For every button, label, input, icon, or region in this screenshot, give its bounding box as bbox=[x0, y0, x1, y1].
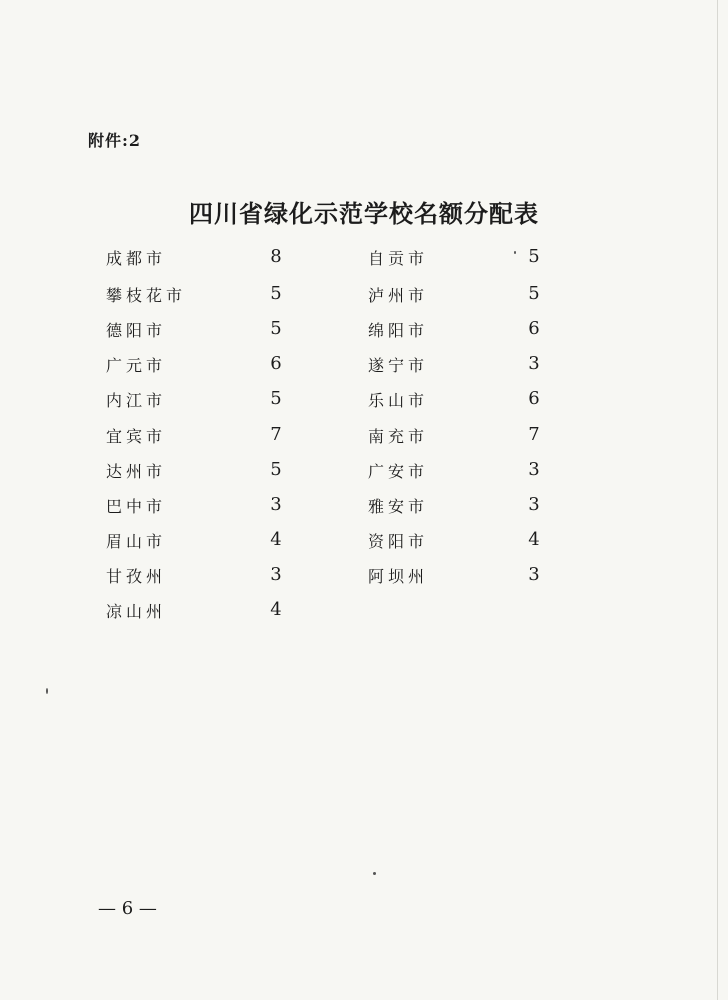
document-title: 四川省绿化示范学校名额分配表 bbox=[189, 199, 539, 228]
quota-count: 4 bbox=[270, 599, 282, 620]
scan-speck bbox=[46, 688, 48, 694]
city-name: 乐山市 bbox=[368, 391, 429, 410]
table-row bbox=[0, 564, 728, 588]
table-row bbox=[0, 459, 728, 483]
table-row bbox=[0, 424, 728, 448]
quota-count: 5 bbox=[528, 246, 540, 267]
city-name: 广元市 bbox=[106, 356, 167, 375]
city-name: 凉山州 bbox=[106, 602, 167, 621]
city-name: 泸州市 bbox=[368, 286, 429, 305]
quota-count: 4 bbox=[528, 529, 540, 550]
city-name: 甘孜州 bbox=[106, 567, 167, 586]
quota-count: 3 bbox=[528, 353, 540, 374]
city-name: 广安市 bbox=[368, 462, 429, 481]
quota-count: 3 bbox=[528, 494, 540, 515]
city-name: 成都市 bbox=[106, 249, 167, 268]
city-name: 遂宁市 bbox=[368, 356, 429, 375]
city-name: 内江市 bbox=[106, 391, 167, 410]
city-name: 南充市 bbox=[368, 427, 429, 446]
city-name: 自贡市 bbox=[368, 249, 429, 268]
scan-speck bbox=[514, 251, 516, 254]
quota-count: 5 bbox=[528, 283, 540, 304]
quota-count: 3 bbox=[528, 459, 540, 480]
table-row bbox=[0, 318, 728, 342]
city-name: 达州市 bbox=[106, 462, 167, 481]
city-name: 雅安市 bbox=[368, 497, 429, 516]
quota-count: 8 bbox=[270, 246, 282, 267]
table-row bbox=[0, 353, 728, 377]
table-row bbox=[0, 246, 728, 270]
quota-count: 4 bbox=[270, 529, 282, 550]
quota-count: 6 bbox=[528, 388, 540, 409]
city-name: 阿坝州 bbox=[368, 567, 429, 586]
attachment-label: 附件:2 bbox=[88, 131, 142, 150]
city-name: 巴中市 bbox=[106, 497, 167, 516]
quota-count: 6 bbox=[270, 353, 282, 374]
city-name: 德阳市 bbox=[106, 321, 167, 340]
city-name: 眉山市 bbox=[106, 532, 167, 551]
city-name: 宜宾市 bbox=[106, 427, 167, 446]
table-row bbox=[0, 529, 728, 553]
quota-count: 5 bbox=[270, 459, 282, 480]
table-row bbox=[0, 494, 728, 518]
quota-count: 6 bbox=[528, 318, 540, 339]
city-name: 绵阳市 bbox=[368, 321, 429, 340]
quota-count: 5 bbox=[270, 283, 282, 304]
quota-count: 7 bbox=[528, 424, 540, 445]
city-name: 资阳市 bbox=[368, 532, 429, 551]
quota-count: 5 bbox=[270, 388, 282, 409]
quota-count: 5 bbox=[270, 318, 282, 339]
quota-count: 7 bbox=[270, 424, 282, 445]
table-row bbox=[0, 599, 728, 623]
city-name: 攀枝花市 bbox=[106, 286, 187, 305]
quota-count: 3 bbox=[528, 564, 540, 585]
table-row bbox=[0, 388, 728, 412]
quota-count: 3 bbox=[270, 564, 282, 585]
page-number: — 6 — bbox=[98, 898, 157, 919]
scan-speck bbox=[373, 872, 376, 875]
quota-count: 3 bbox=[270, 494, 282, 515]
table-row bbox=[0, 283, 728, 307]
